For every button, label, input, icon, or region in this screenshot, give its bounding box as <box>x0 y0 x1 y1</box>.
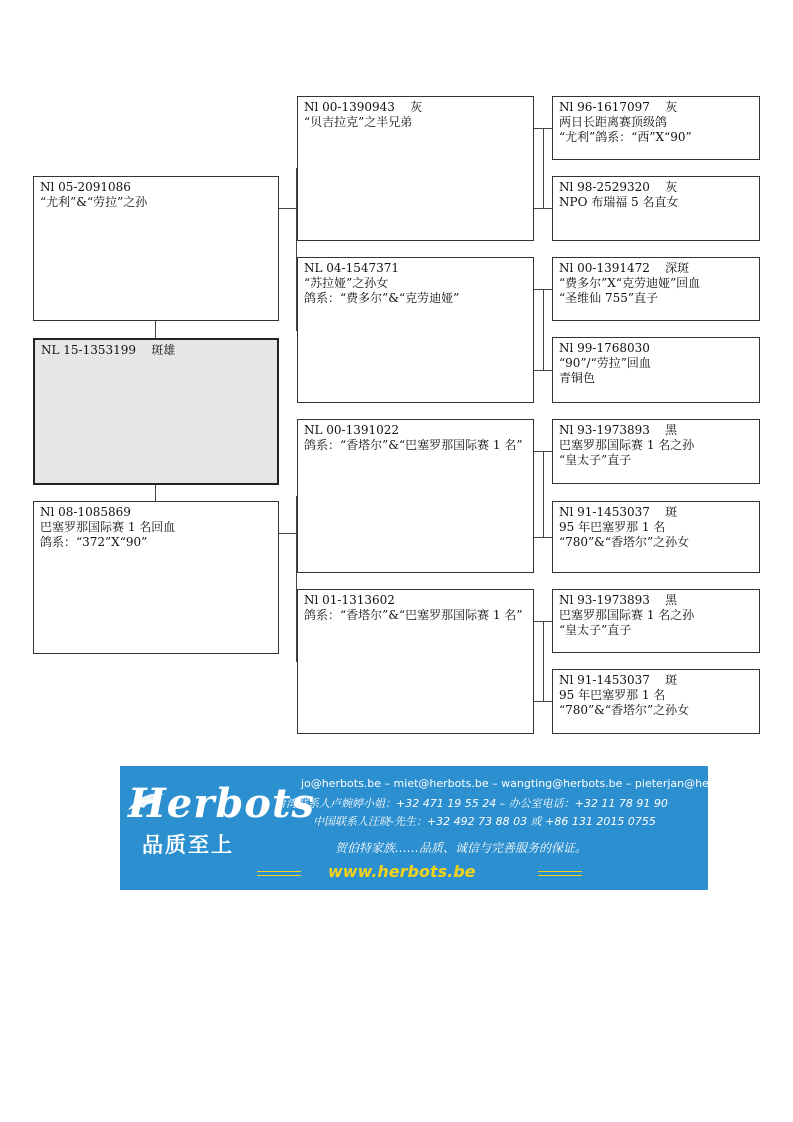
connector-dam-out <box>279 533 297 534</box>
website-divider-left <box>257 871 301 876</box>
dsd-box <box>552 501 760 573</box>
dam-dam-text: Nl 01-1313602 鸽系：“香塔尔”&“巴塞罗那国际赛 1 名” <box>304 593 523 622</box>
connector-subject-dam <box>155 485 156 501</box>
sire-dam-text: NL 04-1547371 “苏拉娅”之孙女 鸽系：“费多尔”&“克劳迪娅” <box>304 261 460 305</box>
dds-text: Nl 93-1973893 黑 巴塞罗那国际赛 1 名之孙 “皇太子”直子 <box>559 593 695 637</box>
herbots-logo: Herbots <box>128 780 315 827</box>
sire-dam-box <box>297 257 534 403</box>
sds-box <box>552 257 760 321</box>
china-contact: 中国联系人汪晓-先生：+32 492 73 88 03 或 +86 131 2015 0755 <box>313 815 656 828</box>
dam-dam-box <box>297 589 534 734</box>
connector-ds-vertical <box>543 451 544 538</box>
sds-text: Nl 00-1391472 深斑 “费多尔”X“克劳迪娅”回血 “圣维仙 755”直子 <box>559 261 701 305</box>
dam-sire-box <box>297 419 534 573</box>
subject-pigeon-box <box>33 338 279 485</box>
herbots-banner <box>120 766 755 890</box>
connector-ss-vertical <box>543 128 544 209</box>
ddd-text: Nl 91-1453037 斑 95 年巴塞罗那 1 名 “780”&“香塔尔”之孙女 <box>559 673 690 717</box>
logo-subtitle: 品质至上 <box>142 833 234 857</box>
dam-box <box>33 501 279 654</box>
connector-dam-vertical <box>296 496 297 662</box>
sire-text: Nl 05-2091086 “尤利”&“劳拉”之孙 <box>40 180 148 209</box>
connector-sd-vertical <box>543 289 544 371</box>
sss-box <box>552 96 760 160</box>
dss-box <box>552 419 760 484</box>
dss-text: Nl 93-1973893 黑 巴塞罗那国际赛 1 名之孙 “皇太子”直子 <box>559 423 695 467</box>
connector-subject-sire <box>155 321 156 338</box>
connector-dd-vertical <box>543 621 544 702</box>
sdd-text: Nl 99-1768030 “90”/“劳拉”回血 青铜色 <box>559 341 651 385</box>
website-link[interactable]: www.herbots.be <box>328 862 476 881</box>
taiwan-contact: 台湾联系人卢婉婷小姐：+32 471 19 55 24 – 办公室电话：+32 11 78 91 90 <box>275 797 668 810</box>
contact-emails: jo@herbots.be – miet@herbots.be – wangting@herbots.be – pieterjan@herbots.be <box>301 777 755 790</box>
website-divider-right <box>538 871 582 876</box>
sss-text: Nl 96-1617097 灰 两日长距离赛顶级鸽 “尤利”鸽系：“西”X“90” <box>559 100 692 144</box>
dds-box <box>552 589 760 653</box>
ssd-box <box>552 176 760 241</box>
connector-sire-vertical <box>296 168 297 331</box>
sire-sire-text: Nl 00-1390943 灰 “贝吉拉克”之半兄弟 <box>304 100 423 129</box>
sire-sire-box <box>297 96 534 241</box>
connector-sire-out <box>279 208 297 209</box>
dam-text: Nl 08-1085869 巴塞罗那国际赛 1 名回血 鸽系：“372”X“90” <box>40 505 176 549</box>
banner-slogan: 贺伯特家族……品质、诚信与完善服务的保证。 <box>335 841 588 855</box>
dam-sire-text: NL 00-1391022 鸽系：“香塔尔”&“巴塞罗那国际赛 1 名” <box>304 423 523 452</box>
ddd-box <box>552 669 760 734</box>
sire-box <box>33 176 279 321</box>
subject-pigeon-text: NL 15-1353199 斑雄 <box>41 343 176 357</box>
sdd-box <box>552 337 760 403</box>
ssd-text: Nl 98-2529320 灰 NPO 布瑞福 5 名直女 <box>559 180 679 209</box>
dsd-text: Nl 91-1453037 斑 95 年巴塞罗那 1 名 “780”&“香塔尔”之孙女 <box>559 505 690 549</box>
